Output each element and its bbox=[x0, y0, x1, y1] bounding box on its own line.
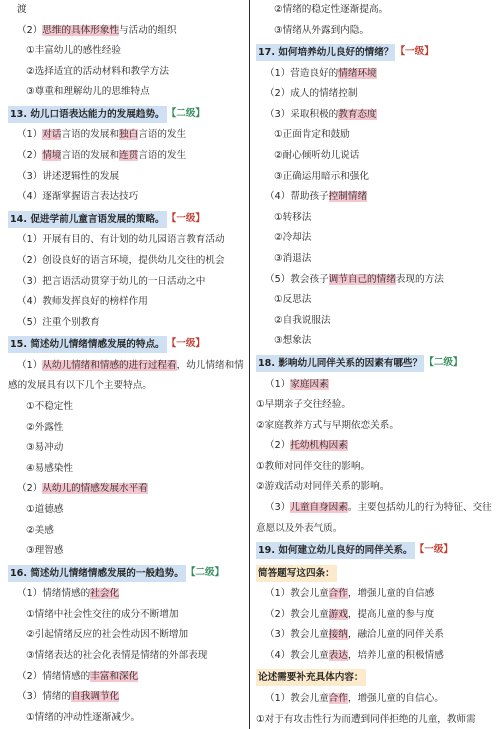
question-heading-19 bbox=[256, 539, 492, 562]
question-heading-16 bbox=[8, 562, 244, 585]
note-text: 论述需要补充具体内容： bbox=[256, 669, 366, 686]
text-line bbox=[256, 64, 492, 85]
highlight: 自我调节化 bbox=[71, 691, 120, 703]
item-number: （2） bbox=[17, 24, 43, 36]
item-text: （5）教会孩子 bbox=[265, 273, 329, 285]
text-line bbox=[256, 625, 492, 646]
text-line: ①丰富幼儿的感性经验 bbox=[26, 45, 121, 57]
highlight: 合作 bbox=[328, 588, 348, 600]
answer-note bbox=[256, 667, 492, 690]
heading-text: 18. 影响幼儿同伴关系的因素有哪些？ bbox=[256, 355, 424, 372]
text-line: ③尊重和理解幼儿的思维特点 bbox=[26, 86, 150, 98]
item-number: （3） bbox=[265, 502, 291, 514]
item-number: （1） bbox=[265, 378, 291, 390]
left-column bbox=[8, 0, 244, 728]
text-line bbox=[256, 375, 492, 396]
text-line: ①情绪的冲动性逐渐减少。 bbox=[26, 711, 141, 723]
question-heading-13 bbox=[8, 103, 244, 126]
highlight: 表达 bbox=[328, 650, 348, 662]
text-line: ①反思法 bbox=[274, 294, 312, 306]
question-heading-14 bbox=[8, 208, 244, 231]
text-line: ①教师对同伴交往的影响。 bbox=[256, 460, 371, 472]
text-line bbox=[8, 479, 244, 500]
text-line bbox=[8, 356, 244, 377]
highlight: 情境 bbox=[42, 150, 62, 162]
highlight: 情绪环境 bbox=[338, 67, 377, 79]
text-line bbox=[8, 584, 244, 605]
note-text: 简答题写这四条： bbox=[256, 565, 337, 582]
text-line: ②家庭教养方式与早期依恋关系。 bbox=[256, 419, 399, 431]
text-line: （2）创设良好的语言环境，提供幼儿交往的机会 bbox=[17, 254, 225, 266]
highlight: 丰富和深化 bbox=[90, 670, 139, 682]
heading-text: 15. 简述幼儿情绪情感发展的特点。 bbox=[8, 336, 167, 353]
text-line: （5）注重个别教育 bbox=[17, 316, 100, 328]
level-tag: 【一级】 bbox=[166, 212, 206, 224]
text-line: ③情绪表达的社会化表情是情绪的外部表现 bbox=[26, 650, 208, 662]
text-line bbox=[8, 21, 244, 42]
highlight: 托幼机构因素 bbox=[290, 440, 348, 452]
text-line: （4）教师发挥良好的榜样作用 bbox=[17, 296, 148, 308]
text-line bbox=[256, 187, 492, 208]
item-text: 言语的发生 bbox=[138, 150, 187, 162]
highlight: 控制情绪 bbox=[328, 191, 368, 203]
text-line: ②耐心倾听幼儿说话 bbox=[274, 150, 360, 162]
highlight: 从幼儿的情感发展水平看 bbox=[42, 483, 148, 495]
item-text: ，提高儿童的参与度 bbox=[347, 608, 435, 620]
item-text: （2）教会儿童 bbox=[265, 608, 329, 620]
heading-text: 14. 促进学前儿童言语发展的策略。 bbox=[8, 211, 167, 228]
question-heading-15 bbox=[8, 333, 244, 356]
level-tag: 【一级】 bbox=[395, 46, 434, 58]
text-line: ①早期亲子交往经验。 bbox=[256, 399, 351, 411]
text-line: ③情绪从外露到内隐。 bbox=[274, 24, 369, 36]
highlight: 连贯 bbox=[119, 150, 139, 162]
text-line: （3）讲述逻辑性的发展 bbox=[17, 170, 120, 182]
text-line: ②冷却法 bbox=[274, 232, 312, 244]
text-line bbox=[256, 689, 492, 710]
highlight: 独白 bbox=[119, 129, 139, 141]
item-text: 表现的方法 bbox=[395, 273, 444, 285]
heading-text: 13. 幼儿口语表达能力的发展趋势。 bbox=[8, 106, 167, 123]
item-text: （3）教会儿童 bbox=[265, 629, 329, 641]
text-line: ①不稳定性 bbox=[26, 401, 73, 412]
text-line: ②游戏活动对同伴关系的影响。 bbox=[256, 481, 390, 493]
text-line: ②美感 bbox=[26, 524, 54, 536]
text-line bbox=[256, 436, 492, 457]
text-line bbox=[256, 646, 492, 667]
item-text: ，幼儿情绪和情 bbox=[176, 359, 244, 371]
highlight: 教育态度 bbox=[338, 108, 377, 120]
item-text: （4）教会儿童 bbox=[265, 650, 329, 662]
highlight: 从幼儿情绪和情感的进行过程看 bbox=[42, 359, 177, 371]
text-line: ①转移法 bbox=[274, 211, 312, 223]
item-text: （2）情绪情感的 bbox=[17, 670, 91, 682]
level-tag: 【二级】 bbox=[166, 107, 206, 119]
text-line: （4）逐渐掌握语言表达技巧 bbox=[17, 191, 139, 203]
item-text: 。主要包括幼儿的行为特征、交往 bbox=[347, 502, 492, 514]
item-text: ，培养儿童的积极情感 bbox=[347, 650, 444, 662]
highlight: 社会化 bbox=[90, 588, 120, 600]
text-line: ②外露性 bbox=[26, 421, 64, 433]
level-tag: 【二级】 bbox=[185, 566, 225, 578]
item-number: （2） bbox=[265, 440, 291, 452]
highlight: 对话 bbox=[42, 129, 62, 141]
text-line: ③想象法 bbox=[274, 335, 312, 347]
text-line: ③易冲动 bbox=[26, 442, 64, 454]
item-text: ，增强儿童的自信心。 bbox=[347, 693, 444, 705]
item-text: 言语的发展和 bbox=[61, 129, 120, 141]
text-line bbox=[8, 687, 244, 708]
text-line bbox=[256, 105, 492, 126]
heading-text: 17. 如何培养幼儿良好的情绪？ bbox=[256, 44, 395, 61]
item-text: （4）帮助孩子 bbox=[265, 191, 329, 203]
text-line: （3）把言语活动贯穿于幼儿的一日活动之中 bbox=[17, 275, 206, 287]
item-text: （1）教会儿童 bbox=[265, 693, 329, 705]
heading-text: 19. 如何建立幼儿良好的同伴关系。 bbox=[256, 542, 415, 559]
highlight: 接纳 bbox=[328, 629, 348, 641]
question-heading-18 bbox=[256, 352, 492, 375]
highlight: 合作 bbox=[328, 693, 348, 705]
item-text: ，融洽儿童的同伴关系 bbox=[347, 629, 444, 641]
text-line bbox=[256, 584, 492, 605]
item-text: （1）情绪情感的 bbox=[17, 588, 91, 600]
text-line: 感的发展具有以下几个主要特点。 bbox=[8, 380, 152, 392]
item-text: （3）采取积极的 bbox=[265, 108, 339, 120]
item-number: （2） bbox=[17, 150, 43, 162]
text-line: ②自我说服法 bbox=[274, 314, 331, 326]
text-line: ①正面肯定和鼓励 bbox=[274, 129, 350, 141]
answer-note bbox=[256, 562, 492, 585]
item-text: （1）教会儿童 bbox=[265, 588, 329, 600]
text-line: 渡 bbox=[17, 4, 27, 15]
highlight: 思维的具体形象性 bbox=[42, 24, 120, 36]
text-line bbox=[256, 605, 492, 626]
text-line: ②情绪的稳定性逐渐提高。 bbox=[274, 4, 389, 15]
item-number: （1） bbox=[17, 359, 43, 371]
text-line bbox=[256, 270, 492, 291]
item-text: 言语的发展和 bbox=[61, 150, 120, 162]
text-line: ②选择适宜的活动材料和教学方法 bbox=[26, 65, 169, 77]
column-divider bbox=[249, 0, 250, 729]
question-heading-17 bbox=[256, 41, 492, 64]
heading-text: 16. 简述幼儿情绪情感发展的一般趋势。 bbox=[8, 565, 186, 582]
item-number: （2） bbox=[17, 483, 43, 495]
level-tag: 【二级】 bbox=[424, 357, 463, 368]
item-text: 言语的发生 bbox=[138, 129, 187, 141]
highlight: 家庭因素 bbox=[290, 378, 329, 390]
text-line bbox=[8, 146, 244, 167]
text-line: ③正确运用暗示和强化 bbox=[274, 170, 369, 182]
item-text: ，增强儿童的自信感 bbox=[347, 588, 435, 600]
text-line: ①对于有攻击性行为而遭到同伴拒绝的儿童，教师需 bbox=[256, 713, 476, 725]
text-line: （2）成人的情绪控制 bbox=[265, 88, 358, 100]
text-line bbox=[8, 125, 244, 146]
text-line: ③理智感 bbox=[26, 545, 64, 557]
text-line: ②引起情绪反应的社会性动因不断增加 bbox=[26, 629, 189, 641]
item-text: （1）营造良好的 bbox=[265, 67, 339, 79]
text-line bbox=[256, 498, 492, 519]
level-tag: 【一级】 bbox=[166, 338, 206, 350]
text-line: ①情绪中社会性交往的成分不断增加 bbox=[26, 608, 179, 620]
right-column bbox=[256, 0, 492, 729]
item-text: 与活动的组织 bbox=[119, 24, 177, 36]
text-line: ①道德感 bbox=[26, 503, 64, 515]
highlight: 调节自己的情绪 bbox=[328, 273, 396, 285]
level-tag: 【一级】 bbox=[414, 544, 454, 556]
highlight: 游戏 bbox=[328, 608, 348, 620]
text-line: ③消退法 bbox=[274, 253, 312, 265]
text-line: （1）开展有目的、有计划的幼儿园语言教育活动 bbox=[17, 234, 225, 246]
item-number: （1） bbox=[17, 129, 43, 141]
highlight: 儿童自身因素 bbox=[290, 502, 348, 514]
item-text: （3）情绪的 bbox=[17, 691, 72, 703]
text-line: 意愿以及外表气质。 bbox=[256, 522, 343, 534]
text-line bbox=[8, 667, 244, 688]
text-line: ④易感染性 bbox=[26, 462, 73, 474]
